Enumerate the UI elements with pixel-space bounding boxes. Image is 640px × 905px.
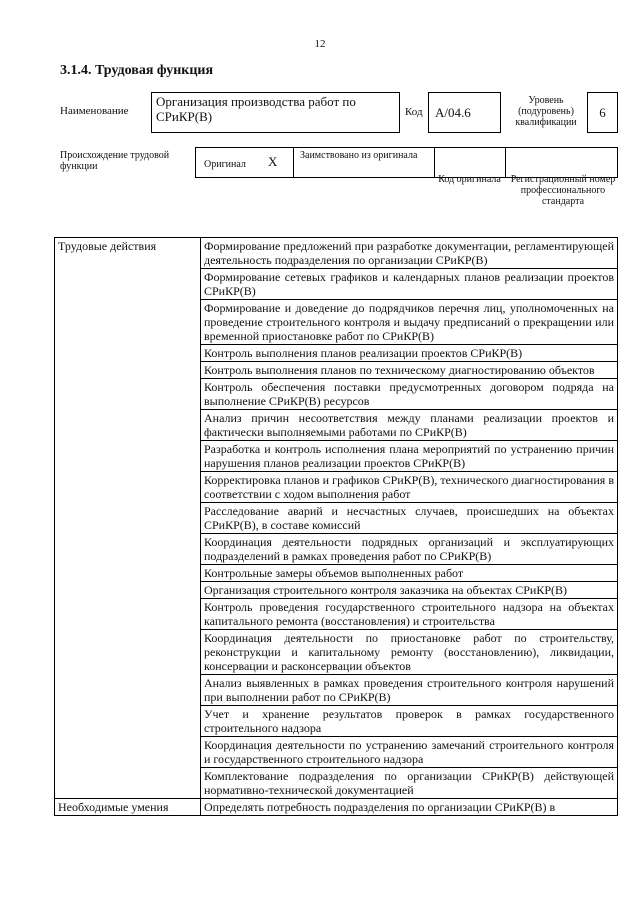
labor-functions-table bbox=[54, 237, 618, 816]
name-value: Организация производства работ по СРиКР(В) bbox=[156, 94, 356, 124]
original-cell bbox=[196, 148, 294, 177]
labor-action-item: Учет и хранение результатов проверок в рамках государственного строительного надзора bbox=[201, 706, 618, 737]
labor-actions-label: Трудовые действия bbox=[55, 238, 201, 799]
table-row bbox=[55, 238, 618, 269]
labor-action-item: Анализ причин несоответствия между планами реализации проектов и фактически выполняемыми работами по СРиКР(В) bbox=[201, 410, 618, 441]
code-value: А/04.6 bbox=[435, 104, 471, 120]
labor-action-item: Анализ выявленных в рамках проведения строительного контроля нарушений при выполнении работ по СРиКР(В) bbox=[201, 675, 618, 706]
borrowed-cell bbox=[294, 148, 435, 177]
labor-action-item: Координация деятельности подрядных организаций и эксплуатирующих подразделений в рамках проведения работ по СРиКР(В) bbox=[201, 534, 618, 565]
level-value: 6 bbox=[599, 104, 606, 120]
table-row bbox=[55, 799, 618, 816]
labor-action-item: Контроль обеспечения поставки предусмотренных договором подряда на выполнение СРиКР(В) ресурсов bbox=[201, 379, 618, 410]
name-label: Наименование bbox=[60, 105, 129, 117]
original-label: Оригинал bbox=[204, 159, 246, 170]
code-value-box bbox=[428, 92, 501, 133]
level-label: Уровень (подуровень) квалификации bbox=[515, 95, 577, 128]
code-label: Код bbox=[405, 106, 423, 118]
labor-action-item: Контроль выполнения планов по техническому диагностированию объектов bbox=[201, 362, 618, 379]
labor-action-item: Организация строительного контроля заказчика на объектах СРиКР(В) bbox=[201, 582, 618, 599]
skills-item: Определять потребность подразделения по организации СРиКР(В) в bbox=[201, 799, 618, 816]
code-original-cell bbox=[435, 148, 506, 177]
labor-action-item: Контрольные замеры объемов выполненных работ bbox=[201, 565, 618, 582]
labor-action-item: Разработка и контроль исполнения плана мероприятий по устранению причин нарушения планов реализации проектов СРиКР(В) bbox=[201, 441, 618, 472]
origin-label: Происхождение трудовой функции bbox=[60, 150, 170, 172]
page-number: 12 bbox=[314, 38, 326, 50]
level-value-box bbox=[587, 92, 618, 133]
name-value-box bbox=[151, 92, 400, 133]
labor-action-item: Расследование аварий и несчастных случаев, происшедших на объектах СРиКР(В), в составе комиссий bbox=[201, 503, 618, 534]
section-title: 3.1.4. Трудовая функция bbox=[60, 63, 214, 78]
labor-action-item: Координация деятельности по приостановке работ по строительству, реконструкции и капитальному ремонту (восстановлению), ликвидации, консервации и расконсервации объектов bbox=[201, 630, 618, 675]
labor-action-item: Формирование предложений при разработке документации, регламентирующей деятельность подразделения по организации СРиКР(В) bbox=[201, 238, 618, 269]
labor-action-item: Формирование и доведение до подрядчиков перечня лиц, уполномоченных на проведение строительного контроля и выдачу предписаний о прекращении или временной приостановке работ по СРиКР(В) bbox=[201, 300, 618, 345]
labor-action-item: Корректировка планов и графиков СРиКР(В), технического диагностирования в соответствии с ходом выполнения работ bbox=[201, 472, 618, 503]
code-original-caption: Код оригинала bbox=[438, 174, 501, 185]
reg-number-caption: Регистрационный номер профессионального стандарта bbox=[510, 174, 616, 207]
skills-label: Необходимые умения bbox=[55, 799, 201, 816]
labor-action-item: Контроль проведения государственного строительного надзора на объектах капитального ремонта (восстановления) и строительства bbox=[201, 599, 618, 630]
labor-action-item: Комплектование подразделения по организации СРиКР(В) действующей нормативно-технической документацией bbox=[201, 768, 618, 799]
borrowed-label: Заимствовано из оригинала bbox=[300, 150, 418, 161]
labor-action-item: Координация деятельности по устранению замечаний строительного контроля и государственного строительного надзора bbox=[201, 737, 618, 768]
original-mark: X bbox=[268, 154, 278, 169]
labor-action-item: Контроль выполнения планов реализации проектов СРиКР(В) bbox=[201, 345, 618, 362]
labor-action-item: Формирование сетевых графиков и календарных планов реализации проектов СРиКР(В) bbox=[201, 269, 618, 300]
reg-number-cell bbox=[506, 148, 617, 177]
